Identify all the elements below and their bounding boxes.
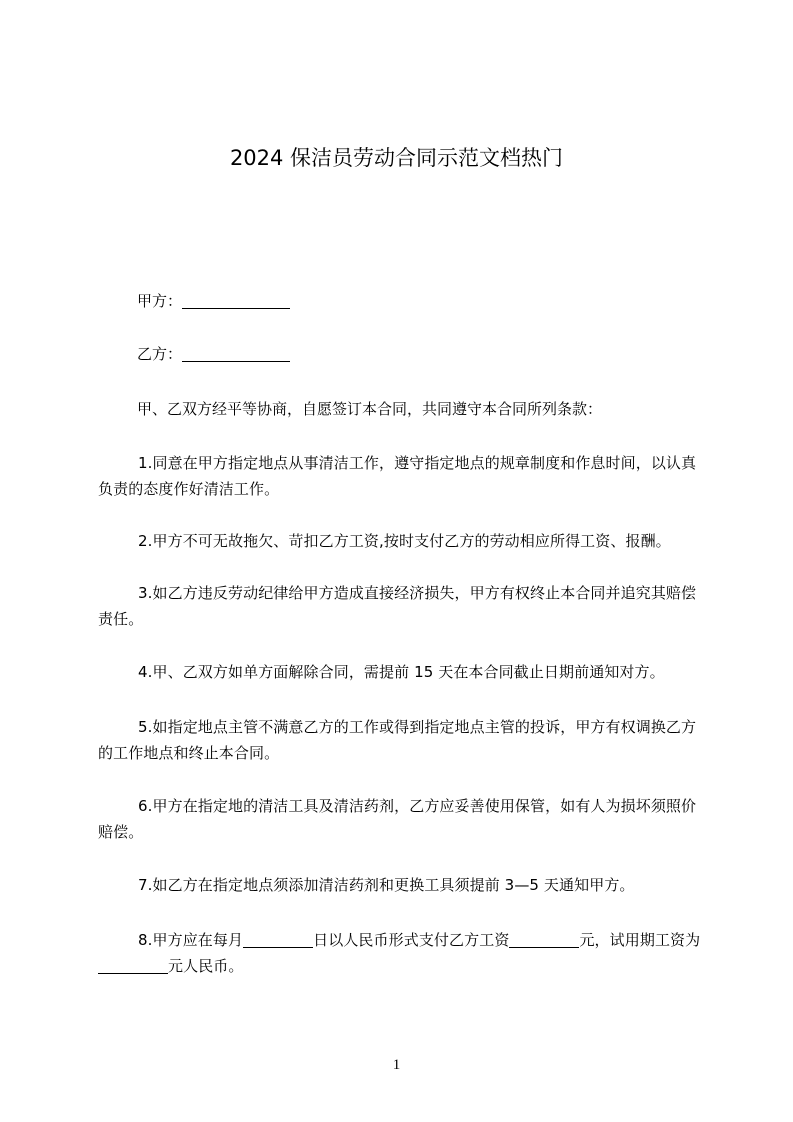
clause-8-part3: 元，试用期工资为: [579, 931, 701, 949]
party-a-label: 甲方：: [137, 292, 183, 310]
party-b-line: [137, 341, 290, 367]
intro-text: 甲、乙双方经平等协商，自愿签订本合同，共同遵守本合同所列条款：: [137, 400, 603, 418]
clause-8-part1: 8.甲方应在每月: [138, 931, 244, 949]
probation-salary-blank: [98, 957, 168, 974]
clause-8: [98, 927, 708, 979]
page-number: 1: [392, 1057, 401, 1073]
clause-8-part4: 元人民币。: [168, 957, 244, 975]
clause-7: 7.如乙方在指定地点须添加清洁药剂和更换工具须提前 3—5 天通知甲方。: [138, 876, 635, 894]
salary-blank: [509, 931, 579, 948]
pay-day-blank: [243, 931, 313, 948]
clause-5: 5.如指定地点主管不满意乙方的工作或得到指定地点主管的投诉，甲方有权调换乙方的工作地点和终止本合同。: [98, 718, 697, 762]
clause-3: 3.如乙方违反劳动纪律给甲方造成直接经济损失，甲方有权终止本合同并追究其赔偿责任。: [98, 584, 697, 628]
clause-2: 2.甲方不可无故拖欠、苛扣乙方工资,按时支付乙方的劳动相应所得工资、报酬。: [138, 532, 671, 550]
clause-8-part2: 日以人民币形式支付乙方工资: [313, 931, 510, 949]
party-a-blank: [182, 292, 290, 309]
party-a-line: [137, 288, 290, 314]
clause-1: 1.同意在甲方指定地点从事清洁工作，遵守指定地点的规章制度和作息时间，以认真负责的态度作好清洁工作。: [98, 454, 697, 498]
document-title: 2024 保洁员劳动合同示范文档热门: [229, 146, 564, 170]
party-b-blank: [182, 345, 290, 362]
clause-4: 4.甲、乙双方如单方面解除合同，需提前 15 天在本合同截止日期前通知对方。: [138, 663, 665, 681]
party-b-label: 乙方：: [137, 345, 183, 363]
clause-6: 6.甲方在指定地的清洁工具及清洁药剂，乙方应妥善使用保管，如有人为损坏须照价赔偿。: [98, 797, 697, 841]
